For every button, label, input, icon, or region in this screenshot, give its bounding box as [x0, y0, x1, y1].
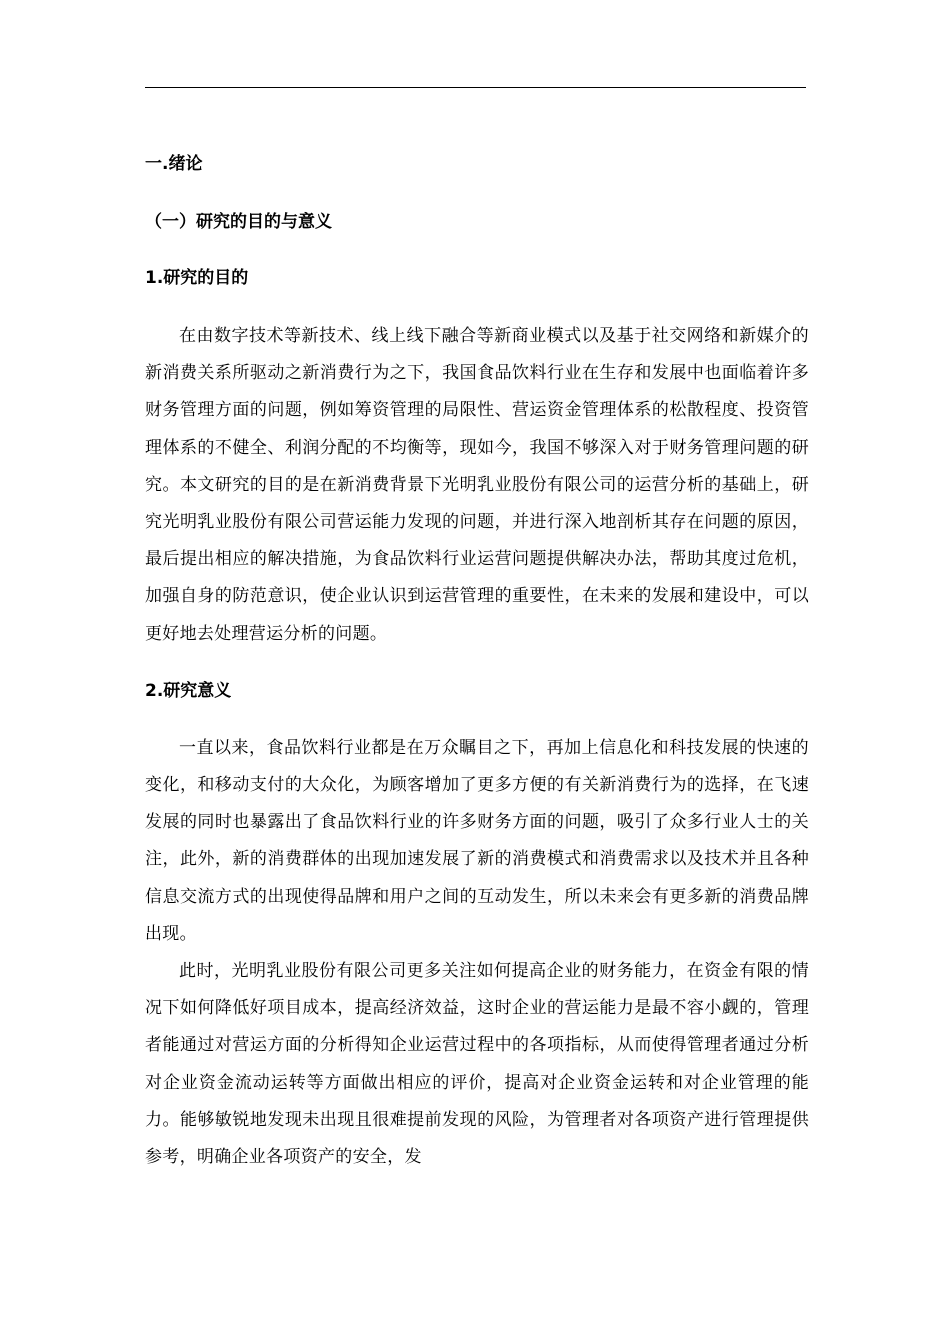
paragraph-significance-2: 此时，光明乳业股份有限公司更多关注如何提高企业的财务能力，在资金有限的情况下如何降低好项目成本，提高经济效益，这时企业的营运能力是最不容小觑的，管理者能通过对营运方面的分析得知企业运营过程中的各项指标，从而使得管理者通过分析对企业资金流动运转等方面做出相应的评价，提高对企业资金运转和对企业管理的能力。能够敏锐地发现未出现且很难提前发现的风险，为管理者对各项资产进行管理提供参考，明确企业各项资产的安全，发: [145, 961, 809, 1168]
subsection-1-title: 1.研究的目的: [145, 268, 249, 288]
page-body: [145, 146, 809, 1176]
section-title: （一）研究的目的与意义: [145, 212, 332, 232]
header-rule: [145, 87, 806, 88]
subsection-2-title: 2.研究意义: [145, 680, 232, 701]
paragraph-significance-1: 一直以来，食品饮料行业都是在万众瞩目之下，再加上信息化和科技发展的快速的变化，和移动支付的大众化，为顾客增加了更多方便的有关新消费行为的选择，在飞速发展的同时也暴露出了食品饮料行业的许多财务方面的问题，吸引了众多行业人士的关注，此外，新的消费群体的出现加速发展了新的消费模式和消费需求以及技术并且各种信息交流方式的出现使得品牌和用户之间的互动发生，所以未来会有更多新的消费品牌出现。: [145, 737, 809, 944]
paragraph-purpose: 在由数字技术等新技术、线上线下融合等新商业模式以及基于社交网络和新媒介的新消费关系所驱动之新消费行为之下，我国食品饮料行业在生存和发展中也面临着许多财务管理方面的问题，例如筹资管理的局限性、营运资金管理体系的松散程度、投资管理体系的不健全、利润分配的不均衡等，现如今，我国不够深入对于财务管理问题的研究。本文研究的目的是在新消费背景下光明乳业股份有限公司的运营分析的基础上，研究光明乳业股份有限公司营运能力发现的问题，并进行深入地剖析其存在问题的原因，最后提出相应的解决措施，为食品饮料行业运营问题提供解决办法，帮助其度过危机，加强自身的防范意识，使企业认识到运营管理的重要性，在未来的发展和建设中，可以更好地去处理营运分析的问题。: [145, 326, 809, 644]
chapter-title: 一.绪论: [145, 154, 203, 174]
